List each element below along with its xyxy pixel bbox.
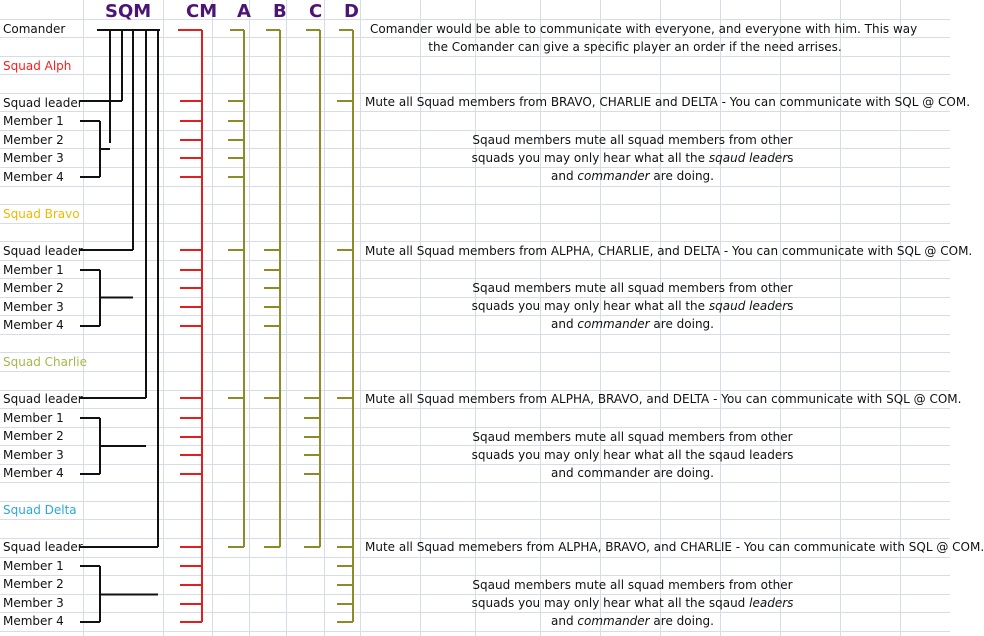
header-c: C: [309, 1, 323, 22]
alpha-member-4: Member 4: [3, 170, 64, 184]
charlie-member-1: Member 1: [3, 411, 64, 425]
delta-members-note: [460, 576, 805, 630]
delta-member-1: Member 1: [3, 559, 64, 573]
squad-charlie-title: Squad Charlie: [3, 355, 87, 369]
bravo-member-4: Member 4: [3, 318, 64, 332]
header-sqm: SQM: [105, 1, 152, 22]
bravo-member-2: Member 2: [3, 281, 64, 295]
commander-note-line-2: the Comander can give a specific player an order if the need arrises.: [428, 40, 842, 54]
delta-member-2: Member 2: [3, 577, 64, 591]
bravo-member-3: Member 3: [3, 300, 64, 314]
bravo-leader: Squad leader: [3, 244, 83, 258]
delta-members-line-1: Sqaud members mute all squad members from other: [472, 578, 793, 592]
delta-leader-note: Mute all Squad memebers from ALPHA, BRAVO, and CHARLIE - You can communicate with SQL @ COM.: [365, 540, 984, 554]
header-d: D: [344, 1, 359, 22]
header-a: A: [237, 1, 251, 22]
alpha-member-1: Member 1: [3, 114, 64, 128]
alpha-members-line-3: and commander are doing.: [551, 169, 714, 183]
alpha-member-3: Member 3: [3, 151, 64, 165]
header-b: B: [273, 1, 287, 22]
bravo-member-1: Member 1: [3, 263, 64, 277]
alpha-members-line-1: Sqaud members mute all squad members from other: [472, 133, 793, 147]
bravo-leader-note: Mute all Squad members from ALPHA, CHARLIE, and DELTA - You can communicate with SQL @ COM.: [365, 244, 973, 258]
delta-member-3: Member 3: [3, 596, 64, 610]
row-commander: Comander: [3, 22, 66, 36]
charlie-member-4: Member 4: [3, 466, 64, 480]
charlie-leader-note: Mute all Squad members from ALPHA, BRAVO, and DELTA - You can communicate with SQL @ COM.: [365, 392, 962, 406]
commander-note: [370, 20, 918, 56]
bravo-members-line-1: Sqaud members mute all squad members from other: [472, 281, 793, 295]
charlie-member-3: Member 3: [3, 448, 64, 462]
bravo-members-line-2: squads you may only hear what all the sqaud leaders: [471, 299, 794, 313]
alpha-members-note: [460, 131, 805, 185]
squad-bravo-title: Squad Bravo: [3, 207, 80, 221]
charlie-members-line-2: squads you may only hear what all the sqaud leaders: [471, 448, 794, 462]
commander-note-line-1: Comander would be able to communicate with everyone, and everyone with him. This way: [370, 22, 918, 36]
charlie-members-line-3: and commander are doing.: [551, 466, 714, 480]
alpha-leader: Squad leader: [3, 96, 83, 110]
alpha-leader-note: Mute all Squad members from BRAVO, CHARLIE and DELTA - You can communicate with SQL @ COM.: [365, 95, 971, 109]
header-cm: CM: [186, 1, 218, 22]
charlie-leader: Squad leader: [3, 392, 83, 406]
charlie-members-note: [460, 428, 805, 482]
squad-alpha-title: Squad Alph: [3, 59, 72, 73]
delta-leader: Squad leader: [3, 540, 83, 554]
squad-delta-title: Squad Delta: [3, 503, 77, 517]
delta-members-line-2: squads you may only hear what all the sqaud leaders: [471, 596, 794, 610]
delta-members-line-3: and commander are doing.: [551, 614, 714, 628]
charlie-members-line-1: Sqaud members mute all squad members from other: [472, 430, 793, 444]
delta-member-4: Member 4: [3, 614, 64, 628]
alpha-members-line-2: squads you may only hear what all the sqaud leaders: [471, 151, 794, 165]
bravo-members-line-3: and commander are doing.: [551, 317, 714, 331]
charlie-member-2: Member 2: [3, 429, 64, 443]
bravo-members-note: [460, 279, 805, 333]
alpha-member-2: Member 2: [3, 133, 64, 147]
